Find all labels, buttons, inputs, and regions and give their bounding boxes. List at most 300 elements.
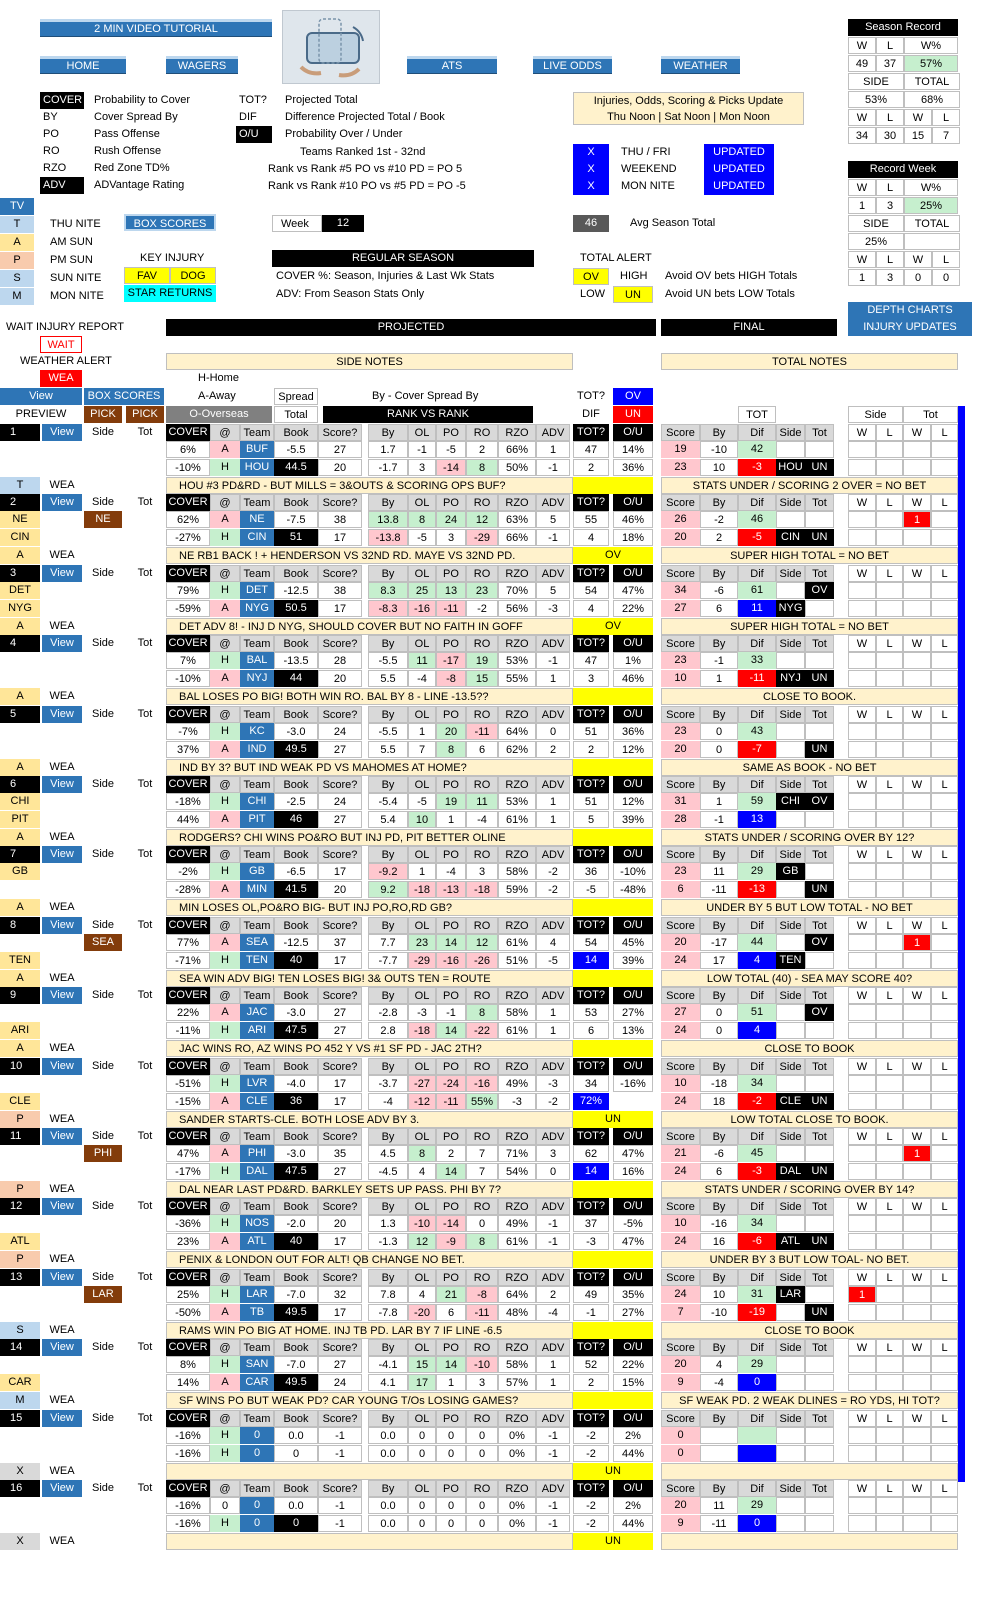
col-header: COVER: [166, 1198, 210, 1215]
game-stat-cell: 13: [436, 582, 466, 599]
game-stat-cell: 3: [408, 459, 436, 476]
final-cell: -5: [738, 529, 776, 546]
slot-desc: MON NITE: [50, 290, 104, 302]
nav-live-odds-button[interactable]: LIVE ODDS: [533, 56, 612, 74]
final-cell: 29: [738, 863, 776, 880]
game-stat-cell: -4: [408, 670, 436, 687]
wl-cell: [876, 741, 903, 758]
game-stat-cell: -4: [436, 863, 466, 880]
col-header: RZO: [498, 1198, 536, 1215]
final-col-header: Tot: [805, 776, 834, 793]
game-stat-cell: 4: [536, 934, 570, 951]
final-cell: 18: [700, 1093, 738, 1110]
wl-header: W: [903, 846, 931, 863]
col-header: O/U: [613, 1480, 653, 1497]
col-header: PO: [436, 1128, 466, 1145]
col-header: OL: [408, 1269, 436, 1286]
wl-header: L: [876, 1058, 903, 1075]
wl-cell: [931, 1374, 958, 1391]
col-header: TOT?: [573, 1480, 609, 1497]
game-stat-cell: -13.8: [368, 529, 408, 546]
alert-desc: Avoid UN bets LOW Totals: [665, 288, 795, 300]
col-header: PO: [436, 424, 466, 441]
col-header: RO: [466, 1128, 498, 1145]
wl-cell: [931, 741, 958, 758]
game-stat-cell: 37: [573, 1215, 609, 1232]
game-stat-cell: A: [210, 1093, 240, 1110]
tot-pick-label: Tot: [137, 567, 153, 579]
col-header: PO: [436, 1339, 466, 1356]
wea-flag: WEA: [49, 1042, 75, 1054]
game-stat-cell: -4: [536, 1304, 570, 1321]
view-header[interactable]: View: [0, 388, 82, 405]
wl-cell: [903, 670, 931, 687]
game-stat-cell: 55: [573, 511, 609, 528]
game-number: 8: [0, 917, 40, 934]
wl-cell: [931, 441, 958, 458]
wl-cell: [931, 529, 958, 546]
rec-val: 25%: [904, 197, 958, 214]
game-stat-cell: -5: [573, 881, 609, 898]
wl-header: W: [903, 494, 931, 511]
final-cell: OV: [805, 934, 834, 951]
wea-flag: WEA: [49, 1535, 75, 1547]
col-header: COVER: [166, 987, 210, 1004]
col-header: PO: [436, 846, 466, 863]
game-stat-cell: H: [210, 1515, 240, 1532]
game-view-button[interactable]: View: [42, 1269, 82, 1286]
game-stat-cell: 66%: [498, 529, 536, 546]
final-cell: 23: [661, 459, 700, 476]
final-cell: 43: [738, 723, 776, 740]
game-stat-cell: -4: [466, 811, 498, 828]
total-note: UNDER BY 3 BUT LOW TOAL- NO BET.: [661, 1251, 958, 1268]
final-col-header: Side: [776, 987, 805, 1004]
game-stat-cell: -1: [536, 1215, 570, 1232]
final-cell: [805, 863, 834, 880]
wl-cell: [903, 441, 931, 458]
col-header: O/U: [613, 846, 653, 863]
col-header: By: [368, 1128, 408, 1145]
col-header: ADV: [536, 494, 570, 511]
team-code: CAR: [0, 1374, 40, 1391]
wl-cell: [931, 582, 958, 599]
slot-desc: PM SUN: [50, 254, 93, 266]
side-pick: NE: [84, 511, 122, 528]
wea-flag: WEA: [49, 549, 75, 561]
col-header: OL: [408, 635, 436, 652]
col-header: Team: [240, 846, 274, 863]
game-stat-cell: NE: [240, 511, 274, 528]
wl-cell: [876, 582, 903, 599]
key-injury-label: KEY INJURY: [140, 252, 205, 264]
wl-header: L: [931, 635, 958, 652]
wl-header: L: [876, 635, 903, 652]
game-stat-cell: -2: [573, 1427, 609, 1444]
col-header: By: [368, 1410, 408, 1427]
col-header: Score?: [318, 1339, 362, 1356]
game-stat-cell: -59%: [166, 600, 210, 617]
wl-cell: [848, 582, 876, 599]
final-cell: [776, 511, 805, 528]
total-lean: [573, 688, 653, 705]
col-header: Score?: [318, 987, 362, 1004]
wl-cell: [876, 1286, 903, 1303]
box-scores-button[interactable]: BOX SCORES: [124, 214, 216, 231]
game-stat-cell: -2: [536, 1093, 570, 1110]
wl-header: W: [848, 1410, 876, 1427]
side-note: JAC WINS RO, AZ WINS PO 452 Y VS #1 SF PD - JAC 2TH?: [166, 1040, 573, 1057]
final-cell: [805, 1427, 834, 1444]
game-stat-cell: 1: [536, 1356, 570, 1373]
wl-cell: [876, 1356, 903, 1373]
rec-val: 53%: [848, 91, 904, 108]
game-stat-cell: -13.5: [274, 652, 318, 669]
col-header: ADV: [536, 846, 570, 863]
side-note: HOU #3 PD&RD - BUT MILLS = 3&OUTS & SCORING OPS BUF?: [166, 477, 573, 494]
col-header: Book: [274, 1410, 318, 1427]
slot-key: T: [0, 216, 34, 233]
game-stat-cell: 3: [573, 670, 609, 687]
game-view-button[interactable]: View: [42, 1339, 82, 1356]
game-view-button[interactable]: View: [42, 1058, 82, 1075]
side-notes-header: SIDE NOTES: [166, 353, 573, 370]
game-stat-cell: NOS: [240, 1215, 274, 1232]
game-stat-cell: 0: [466, 1427, 498, 1444]
side-note: MIN LOSES OL,PO&RO BIG- BUT INJ PO,RO,RD GB?: [166, 899, 573, 916]
game-stat-cell: CLE: [240, 1093, 274, 1110]
game-stat-cell: 40: [274, 1233, 318, 1250]
wl-header: L: [931, 424, 958, 441]
col-header: Team: [240, 1269, 274, 1286]
final-cell: [776, 652, 805, 669]
col-header: ADV: [536, 917, 570, 934]
game-view-button[interactable]: View: [42, 635, 82, 652]
final-cell: [776, 582, 805, 599]
game-view-button[interactable]: View: [42, 565, 82, 582]
wl-cell: [931, 600, 958, 617]
game-stat-cell: 27%: [613, 1004, 653, 1021]
wl-cell: [876, 511, 903, 528]
tot-pick-label: Tot: [137, 989, 153, 1001]
col-header: RO: [466, 635, 498, 652]
phone-rotate-icon[interactable]: [282, 10, 380, 84]
game-stat-cell: 4: [408, 1286, 436, 1303]
col-header: Score?: [318, 494, 362, 511]
final-cell: UN: [805, 529, 834, 546]
side-pick-label: Side: [91, 1482, 115, 1494]
game-stat-cell: 17: [408, 1374, 436, 1391]
wl-cell: 1: [903, 511, 931, 528]
side-note: [166, 1533, 573, 1550]
game-stat-cell: -1: [318, 1497, 362, 1514]
wl-header: L: [931, 494, 958, 511]
game-stat-cell: 27: [318, 441, 362, 458]
final-cell: [805, 1022, 834, 1039]
col-header: TOT?: [573, 1339, 609, 1356]
wl-cell: [848, 600, 876, 617]
col-header: Score?: [318, 1480, 362, 1497]
final-cell: 42: [738, 441, 776, 458]
wl-cell: [876, 459, 903, 476]
final-cell: -11: [700, 1515, 738, 1532]
wl-header: L: [931, 776, 958, 793]
legend-desc: ADVantage Rating: [94, 179, 185, 191]
wl-cell: [931, 1233, 958, 1250]
game-stat-cell: 1: [536, 441, 570, 458]
game-stat-cell: BUF: [240, 441, 274, 458]
wl-cell: [876, 881, 903, 898]
update-x-mark: X: [573, 178, 609, 195]
game-stat-cell: 1: [536, 1374, 570, 1391]
game-stat-cell: -1: [318, 1445, 362, 1462]
game-stat-cell: -5.5: [274, 441, 318, 458]
game-view-button[interactable]: View: [42, 1410, 82, 1427]
game-stat-cell: 51: [274, 529, 318, 546]
game-stat-cell: -2: [573, 1515, 609, 1532]
col-header: Book: [274, 1269, 318, 1286]
game-stat-cell: 0: [408, 1515, 436, 1532]
final-cell: UN: [805, 881, 834, 898]
final-cell: [805, 1145, 834, 1162]
wl-cell: [903, 1163, 931, 1180]
final-col-header: Side: [776, 565, 805, 582]
col-header: O/U: [613, 424, 653, 441]
game-stat-cell: -1: [536, 652, 570, 669]
depth-charts-button[interactable]: DEPTH CHARTS: [848, 302, 972, 319]
game-stat-cell: 27: [318, 1163, 362, 1180]
alert-desc: Avoid OV bets HIGH Totals: [665, 270, 798, 282]
wl-header: L: [876, 917, 903, 934]
rec-head: W: [848, 37, 876, 54]
col-header: Score?: [318, 424, 362, 441]
final-col-header: Dif: [738, 706, 776, 723]
final-cell: OV: [805, 1004, 834, 1021]
final-cell: [776, 934, 805, 951]
rec-val: 57%: [904, 55, 958, 72]
game-view-button[interactable]: View: [42, 987, 82, 1004]
slot-key: A: [0, 618, 40, 635]
game-stat-cell: -8: [466, 1286, 498, 1303]
game-stat-cell: 2: [436, 1145, 466, 1162]
game-stat-cell: -10%: [166, 459, 210, 476]
final-col-header: Tot: [805, 635, 834, 652]
game-view-button[interactable]: View: [42, 1480, 82, 1497]
col-header: OL: [408, 987, 436, 1004]
game-view-button[interactable]: View: [42, 846, 82, 863]
nav-ats-button[interactable]: ATS: [407, 56, 497, 74]
game-stat-cell: HOU: [240, 459, 274, 476]
game-stat-cell: -10: [408, 1215, 436, 1232]
nav-weather-button[interactable]: WEATHER: [661, 56, 740, 74]
col-header: ADV: [536, 1058, 570, 1075]
final-cell: [776, 1374, 805, 1391]
final-col-header: Score: [661, 1058, 700, 1075]
slot-key: A: [0, 829, 40, 846]
game-stat-cell: 64%: [498, 723, 536, 740]
slot-key: A: [0, 234, 34, 251]
final-cell: [776, 723, 805, 740]
final-col-header: Side: [776, 917, 805, 934]
col-header: COVER: [166, 494, 210, 511]
game-stat-cell: 28: [318, 652, 362, 669]
col-header: TOT?: [573, 424, 609, 441]
wl-cell: [876, 793, 903, 810]
wl-cell: [848, 793, 876, 810]
side-note: SEA WIN ADV BIG! TEN LOSES BIG! 3& OUTS TEN = ROUTE: [166, 970, 573, 987]
col-header: TOT?: [573, 635, 609, 652]
wl-cell: [876, 529, 903, 546]
game-stat-cell: 0.0: [368, 1445, 408, 1462]
col-header: By: [368, 565, 408, 582]
col-header: Score?: [318, 1198, 362, 1215]
final-col-header: Tot: [805, 565, 834, 582]
col-header: RO: [466, 1339, 498, 1356]
final-cell: 24: [661, 1233, 700, 1250]
right-accent-bar: [958, 406, 965, 1482]
final-cell: 20: [661, 1497, 700, 1514]
game-stat-cell: 11: [408, 652, 436, 669]
game-stat-cell: 58%: [498, 863, 536, 880]
game-stat-cell: 0: [240, 1445, 274, 1462]
side-pick-label: Side: [91, 1271, 115, 1283]
game-stat-cell: 20: [318, 459, 362, 476]
col-header: OL: [408, 1480, 436, 1497]
rec-head: L: [876, 109, 904, 126]
final-tot-header: TOT: [738, 406, 776, 423]
rec-val: 25%: [848, 233, 904, 250]
final-col-header: Side: [776, 1269, 805, 1286]
game-number: 13: [0, 1269, 40, 1286]
game-stat-cell: -7%: [166, 723, 210, 740]
final-cell: UN: [805, 1093, 834, 1110]
game-view-button[interactable]: View: [42, 917, 82, 934]
final-total-header: Tot: [903, 406, 958, 423]
nav-wagers-button[interactable]: WAGERS: [166, 56, 238, 74]
game-stat-cell: -3.7: [368, 1075, 408, 1092]
game-number: 14: [0, 1339, 40, 1356]
game-stat-cell: 4: [573, 529, 609, 546]
col-header: TOT?: [573, 1128, 609, 1145]
game-stat-cell: -27: [408, 1075, 436, 1092]
game-stat-cell: -13: [436, 881, 466, 898]
wl-cell: [876, 1075, 903, 1092]
wl-cell: [848, 459, 876, 476]
legend-desc: Projected Total: [285, 94, 358, 106]
game-stat-cell: 0: [436, 1515, 466, 1532]
tot-header: TOT?: [577, 390, 605, 402]
game-stat-cell: 47%: [613, 582, 653, 599]
wl-header: W: [848, 776, 876, 793]
game-stat-cell: 53%: [498, 793, 536, 810]
final-cell: -11: [700, 881, 738, 898]
wl-cell: [931, 863, 958, 880]
final-cell: 34: [738, 1075, 776, 1092]
col-header: RZO: [498, 987, 536, 1004]
wl-cell: [848, 441, 876, 458]
wl-cell: [903, 952, 931, 969]
final-col-header: Score: [661, 917, 700, 934]
game-stat-cell: 8: [408, 511, 436, 528]
game-stat-cell: CAR: [240, 1374, 274, 1391]
final-cell: UN: [805, 1304, 834, 1321]
final-col-header: Tot: [805, 1339, 834, 1356]
final-cell: 20: [661, 934, 700, 951]
final-cell: 9: [661, 1515, 700, 1532]
injury-updates-button[interactable]: INJURY UPDATES: [848, 319, 972, 336]
wl-cell: [848, 881, 876, 898]
final-cell: -13: [738, 881, 776, 898]
weather-alert-label: WEATHER ALERT: [20, 355, 112, 367]
box-scores-header[interactable]: BOX SCORES: [84, 388, 164, 405]
wl-cell: [848, 1215, 876, 1232]
game-stat-cell: A: [210, 934, 240, 951]
final-cell: [805, 441, 834, 458]
wl-cell: [876, 723, 903, 740]
wl-cell: [876, 670, 903, 687]
col-header: RO: [466, 706, 498, 723]
game-stat-cell: 10: [408, 811, 436, 828]
total-note: [661, 1463, 958, 1480]
col-header: By: [368, 706, 408, 723]
col-header: By: [368, 1058, 408, 1075]
final-col-header: By: [700, 1269, 738, 1286]
game-view-button[interactable]: View: [42, 494, 82, 511]
col-header: By: [368, 1269, 408, 1286]
game-stat-cell: -12.5: [274, 582, 318, 599]
game-view-button[interactable]: View: [42, 706, 82, 723]
final-cell: 16: [700, 1233, 738, 1250]
col-header: PO: [436, 1269, 466, 1286]
final-cell: UN: [805, 670, 834, 687]
wl-cell: [903, 1093, 931, 1110]
game-stat-cell: 17: [318, 863, 362, 880]
game-view-button[interactable]: View: [42, 424, 82, 441]
final-cell: 10: [700, 1286, 738, 1303]
game-stat-cell: -18: [466, 881, 498, 898]
game-stat-cell: DET: [240, 582, 274, 599]
col-header: COVER: [166, 776, 210, 793]
game-stat-cell: -5: [408, 793, 436, 810]
game-view-button[interactable]: View: [42, 776, 82, 793]
col-header: PO: [436, 776, 466, 793]
legend-key: PO: [43, 128, 59, 140]
game-stat-cell: 8.3: [368, 582, 408, 599]
tutorial-button[interactable]: 2 MIN VIDEO TUTORIAL: [40, 19, 272, 37]
wl-cell: [931, 1356, 958, 1373]
wl-header: W: [848, 1058, 876, 1075]
final-cell: DAL: [776, 1163, 805, 1180]
game-stat-cell: 0: [466, 1215, 498, 1232]
game-view-button[interactable]: View: [42, 1198, 82, 1215]
tot-pick-label: Tot: [137, 708, 153, 720]
game-stat-cell: H: [210, 723, 240, 740]
wl-cell: [903, 881, 931, 898]
game-stat-cell: 0: [408, 1427, 436, 1444]
rec-val: 15: [904, 127, 932, 144]
final-cell: 1: [700, 670, 738, 687]
game-stat-cell: 0: [240, 1427, 274, 1444]
team-code: PIT: [0, 811, 40, 828]
final-cell: NYG: [776, 600, 805, 617]
col-header: OL: [408, 1339, 436, 1356]
wl-header: L: [931, 846, 958, 863]
game-view-button[interactable]: View: [42, 1128, 82, 1145]
nav-home-button[interactable]: HOME: [40, 56, 126, 74]
game-stat-cell: 20: [318, 1215, 362, 1232]
slot-key: X: [0, 1463, 40, 1480]
game-stat-cell: 36%: [613, 723, 653, 740]
